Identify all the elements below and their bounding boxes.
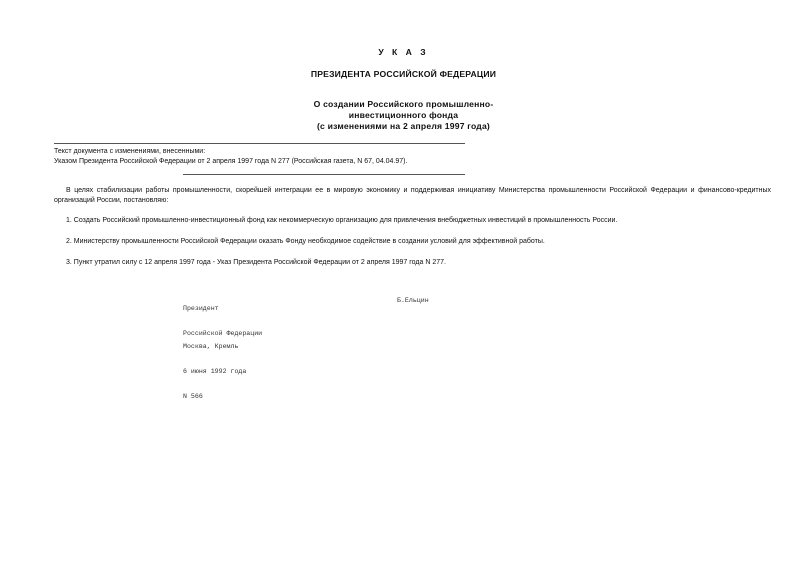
signature-name: Б.Ельцин [397,297,429,304]
document-heading: У К А З [378,47,429,57]
title-line: инвестиционного фонда [348,110,459,120]
item-paragraph: 2. Министерству промышленности Российской Федерации оказать Фонду необходимое содействие в создании условий для эффективной работы. [66,238,545,245]
signature-position-line: Президент [183,305,219,313]
divider-bottom [183,174,465,175]
date-line: 6 июня 1992 года [183,368,247,376]
document-issuer: ПРЕЗИДЕНТА РОССИЙСКОЙ ФЕДЕРАЦИИ [310,69,497,79]
signature-position-line: Российской Федерации [183,330,263,338]
title-line: (с изменениями на 2 апреля 1997 года) [317,121,490,131]
item-paragraph: 1. Создать Российский промышленно-инвестиционный фонд как некоммерческую организацию для привлечения внебюджетных инвестиций в промышленность России. [66,217,618,224]
place-line: Москва, Кремль [183,343,239,351]
amendments-note [54,147,407,167]
amendments-reference: Указом Президента Российской Федерации от 2 апреля 1997 года N 277 (Российская газета, N 67, 04.04.97). [54,158,408,165]
number-line: N 566 [183,392,203,400]
document-title [0,99,807,132]
item-paragraph: 3. Пункт утратил силу с 12 апреля 1997 года - Указ Президента Российской Федерации от 2 апреля 1997 года N 277. [66,259,446,266]
preamble-paragraph: В целях стабилизации работы промышленности, скорейшей интеграции ее в мировую экономику и поддерживая инициативу Министерства промышленности Российской Федерации и финансово-кредитных организаций России, постановляю: [54,187,771,204]
divider-top [54,143,465,144]
amendments-intro: Текст документа с изменениями, внесенными: [54,148,206,155]
place-date-block [183,327,246,409]
title-line: О создании Российского промышленно- [313,99,494,109]
